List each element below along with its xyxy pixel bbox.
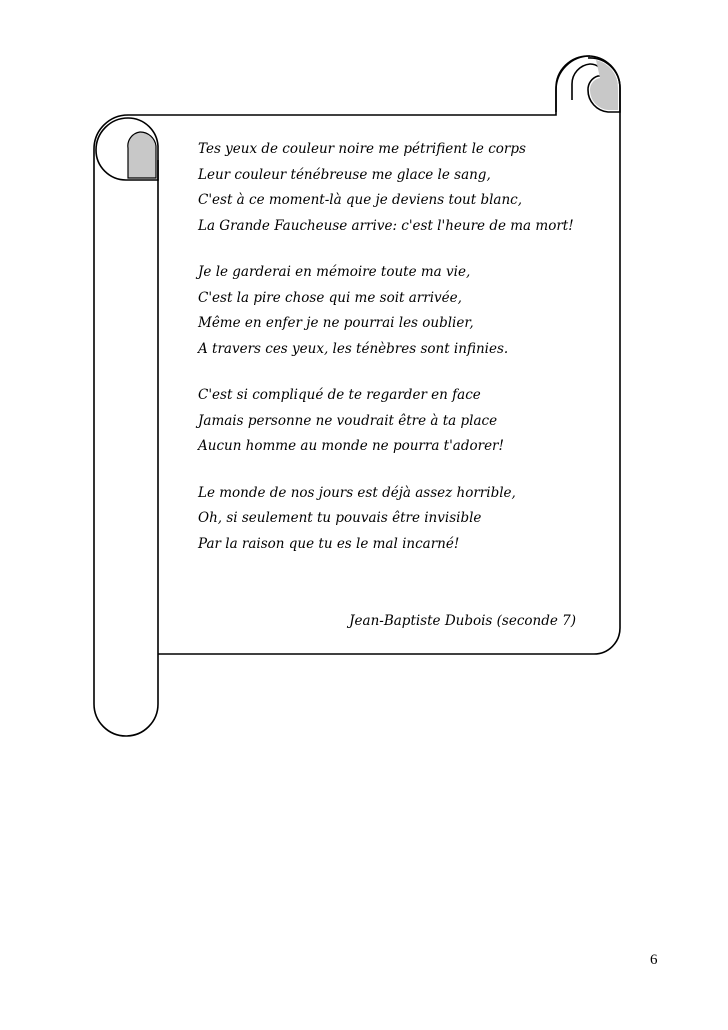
poem-line: A travers ces yeux, les ténèbres sont infinies. [198,340,509,357]
poem-signature: Jean-Baptiste Dubois (seconde 7) [349,613,576,629]
poem-line: Même en enfer je ne pourrai les oublier, [198,315,474,331]
poem-line: Par la raison que tu es le mal incarné! [198,535,460,552]
poem-stanza-2 [198,260,618,362]
poem-line: Leur couleur ténébreuse me glace le sang, [198,166,491,183]
poem-line: Aucun homme au monde ne pourra t'adorer! [198,438,504,454]
top-right-curl-shade [590,60,618,110]
poem-stanza-1 [198,137,618,239]
left-roll-shade [128,132,156,178]
poem-line: C'est la pire chose qui me soit arrivée, [198,289,462,306]
poem-line: Le monde de nos jours est déjà assez horrible, [198,484,516,501]
poem-line: Oh, si seulement tu pouvais être invisible [198,510,482,526]
poem-line: Jamais personne ne voudrait être à ta place [198,412,498,429]
poem-body [198,137,618,557]
poem-line: Je le garderai en mémoire toute ma vie, [198,264,471,280]
poem-stanza-4 [198,481,618,558]
poem-line: C'est à ce moment-là que je deviens tout blanc, [198,192,522,208]
poem-line: La Grande Faucheuse arrive: c'est l'heure de ma mort! [198,217,574,234]
left-roll-outer [94,115,158,736]
poem-stanza-3 [198,383,618,460]
poem-line: Tes yeux de couleur noire me pétrifient le corps [198,141,526,157]
poem-line: C'est si compliqué de te regarder en face [198,387,481,403]
page-number: 6 [650,952,658,968]
